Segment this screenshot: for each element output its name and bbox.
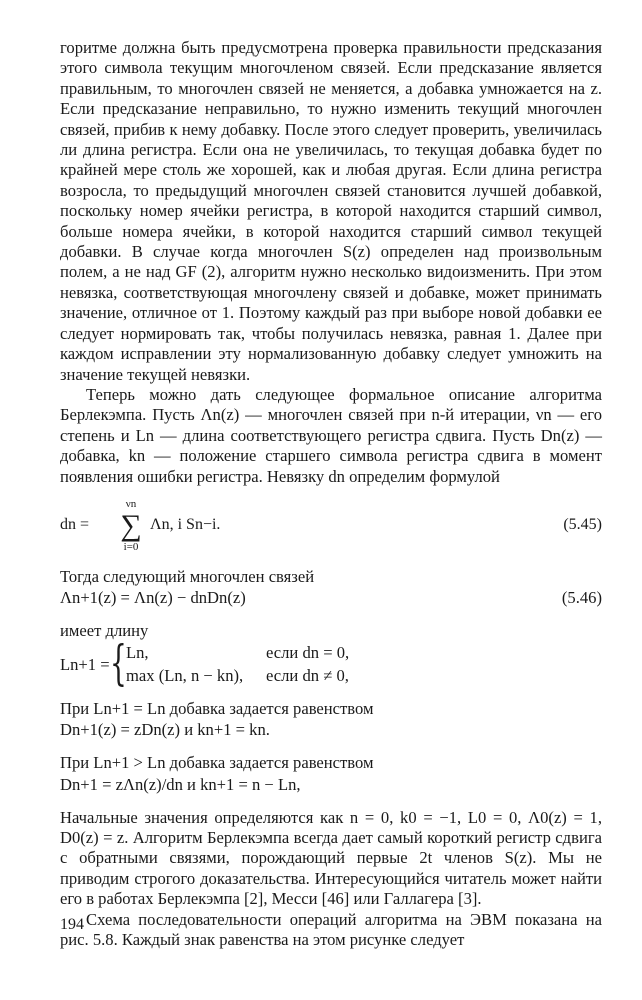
eq545-lhs: dn = [60, 515, 90, 533]
equation-d1: Dn+1(z) = zDn(z) и kn+1 = kn. [60, 720, 270, 740]
sum-upper-limit: νn [125, 497, 137, 510]
length-cases-equation [60, 634, 602, 691]
cases-lhs: Ln+1 = [60, 654, 110, 674]
equation-number-5-46: (5.46) [561, 588, 602, 608]
sigma-icon: ∑ [120, 508, 142, 542]
equation-5-46 [60, 587, 602, 609]
condition-2: если dn ≠ 0, [266, 665, 349, 685]
paragraph-5: При Ln+1 = Ln добавка задается равенством [60, 698, 374, 718]
eq545-body: Λn, i Sn−i. [150, 515, 221, 533]
sum-lower-limit: i=0 [123, 540, 139, 553]
equation-number-5-45: (5.45) [563, 515, 602, 533]
paragraph-3: Тогда следующий многочлен связей [60, 566, 315, 586]
paragraph-7: Начальные значения определяются как n = 0, k0 = −1, L0 = 0, Λ0(z) = 1, D0(z) = z. Алгоритм Берлекэмпа всегда дает самый короткий регистр сдвига с обратными связями, порождающий первые 2t членов S(z). Мы не приводим строгого доказательства. Интересующийся читатель может найти его в работах Берлекэмпа [2], Месси [46] или Галлагера [3]. [60, 807, 602, 909]
paragraph-4: имеет длину [60, 621, 149, 641]
left-brace-icon: { [110, 634, 127, 691]
case-2: max (Ln, n − kn), [126, 665, 244, 685]
equation-d2: Dn+1 = zΛn(z)/dn и kn+1 = n − Ln, [60, 774, 301, 794]
paragraph-8: Схема последовательности операций алгоритма на ЭВМ показана на рис. 5.8. Каждый знак равенства на этом рисунке следует [60, 909, 602, 949]
sum-sign [116, 498, 146, 554]
paragraph-2: Теперь можно дать следующее формальное описание алгоритма Берлекэмпа. Пусть Λn(z) — многочлен связей при n-й итерации, νn — его степень и Ln — длина соответствующего регистра сдвига. Пусть Dn(z) — добавка, kn — положение старшего символа регистра сдвига в момент появления ошибки регистра. Невязку dn определим формулой [60, 384, 602, 486]
page-number: 194 [60, 916, 84, 933]
paragraph-6: При Ln+1 > Ln добавка задается равенством [60, 753, 374, 773]
condition-1: если dn = 0, [266, 642, 350, 662]
eq546-text: Λn+1(z) = Λn(z) − dnDn(z) [60, 588, 246, 608]
paragraph-1: горитме должна быть предусмотрена проверка правильности предсказания этого символа текущим многочленом связей. Если предсказание является правильным, то многочлен связей не меняется, а добавка умножается на z. Если предсказание неправильно, то нужно изменить текущий многочлен связей, прибив к нему добавку. После этого следует проверить, увеличилась ли длина регистра. Если она не увеличилась, то текущая добавка будет по крайней мере столь же хорошей, как и любая другая. Если длина регистра возросла, то предыдущий многочлен связей становится лучшей добавкой, поскольку номер ячейки регистра, в которой находится старший символ, больше номера ячейки, в которой находится старший символ текущей добавки. В случае когда многочлен S(z) определен над произвольным полем, а не над GF (2), алгоритм нужно несколько видоизменить. При этом невязка, соответствующая многочлену связей и добавке, может принимать значение, отличное от 1. Поэтому каждый раз при выборе новой добавки ее следует нормировать так, чтобы получилась невязка, равная 1. Далее при каждом исправлении эту нормализованную добавку следует умножить на значение текущей невязки. [60, 38, 602, 384]
page-content [60, 38, 602, 950]
equation-5-45 [60, 496, 602, 558]
case-1: Ln, [126, 642, 149, 662]
